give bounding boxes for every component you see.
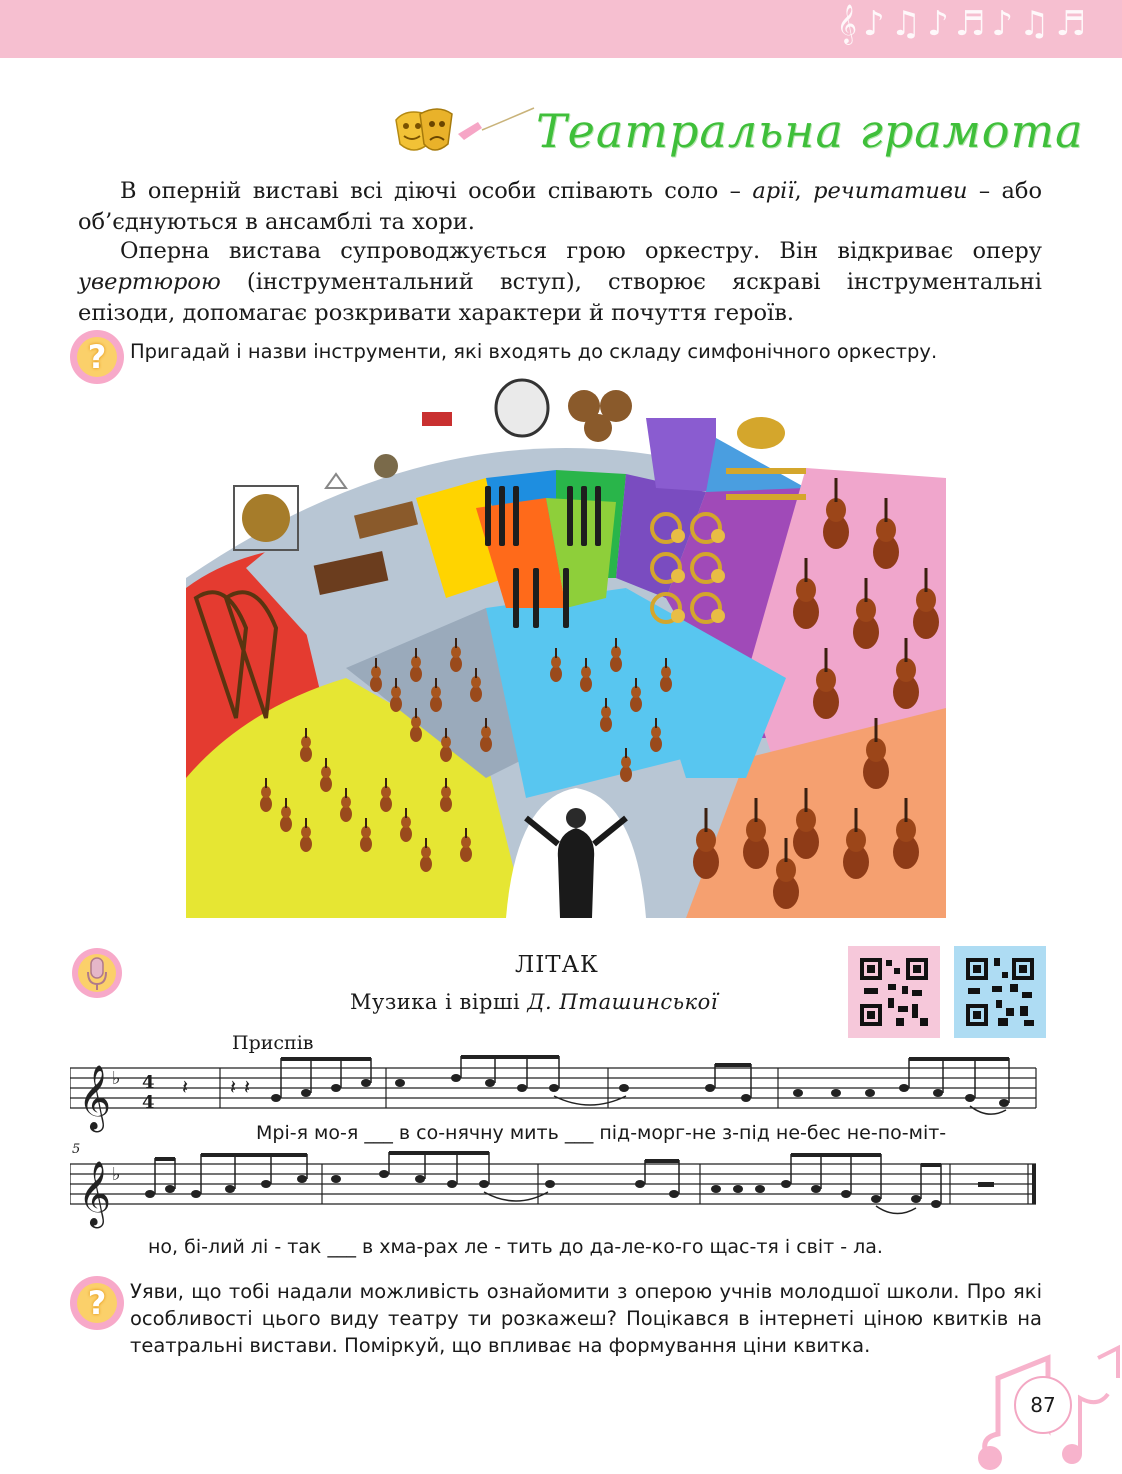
lyrics-line-1: Мрі-я мо-я ___ в со-нячну мить ___ під-морг-не з-під не-бес не-по-міт-: [256, 1122, 947, 1144]
song-subtitle: [350, 990, 718, 1014]
microphone-icon: [72, 948, 122, 998]
time-signature-top: 4: [142, 1072, 155, 1093]
text-run: ,: [794, 178, 814, 204]
music-notes-decoration-icon: 𝄞♪♫♪♬♪♫♬: [836, 4, 1092, 44]
refrain-label: Приспів: [232, 1032, 314, 1054]
text-run: (інструментальний вступ), створює яскраві інструментальні епізоди, допомагає розкривати характери й почуття героїв.: [78, 269, 1042, 326]
qr-code-minus-icon[interactable]: [954, 946, 1046, 1038]
text-run: Оперна вистава супроводжується грою оркестру. Він відкриває оперу: [120, 238, 1042, 264]
qr-code-audio-icon[interactable]: [848, 946, 940, 1038]
top-decorative-band: [0, 0, 1122, 58]
orchestra-seating-illustration: [186, 378, 946, 918]
song-title: ЛІТАК: [515, 952, 599, 978]
song-credit: Музика і вірші: [350, 990, 528, 1014]
term-arias: арії: [752, 178, 795, 204]
term-recitatives: речитативи: [813, 178, 968, 204]
page-number: 87: [1014, 1376, 1072, 1434]
question-icon: ?: [70, 330, 124, 384]
term-overture: увертюрою: [78, 269, 221, 295]
svg-text:𝄞: 𝄞: [78, 1065, 112, 1130]
svg-text:𝄽: 𝄽: [230, 1075, 237, 1099]
section-title: Театральна грамота: [536, 104, 1084, 158]
music-staff-line-2: [70, 1150, 1040, 1230]
svg-text:𝄽: 𝄽: [244, 1075, 251, 1099]
question-opera-presentation: Уяви, що тобі надали можливість ознайомити з оперою учнів молодшої школи. Про які особливості цього виду театру ти розкажеш? Поцікався в інтернеті ціною квитків на театральні вистави. Поміркуй, що впливає на формування ціни квитка.: [130, 1280, 1042, 1357]
measure-number: 5: [72, 1142, 81, 1157]
lyrics-line-2: но, бі-лий лі - так ___ в хма-рах ле - тить до да-ле-ко-го щас-тя і світ - ла.: [148, 1236, 883, 1258]
text-run: В оперній виставі всі діючі особи співають соло –: [120, 178, 753, 204]
theatre-masks-icon: [386, 100, 536, 160]
text-run: – або об’єднуються в ансамблі та хори.: [78, 178, 1042, 235]
svg-text:♭: ♭: [112, 1068, 121, 1089]
question-icon: ?: [70, 1276, 124, 1330]
question-instruments: Пригадай і назви інструменти, які входять до складу симфонічного оркестру.: [130, 340, 938, 363]
paragraph-orchestra: [78, 236, 1042, 329]
svg-text:𝄞: 𝄞: [78, 1161, 112, 1226]
svg-text:♭: ♭: [112, 1164, 121, 1185]
time-signature-bottom: 4: [142, 1092, 155, 1113]
svg-text:𝄽: 𝄽: [182, 1075, 189, 1099]
paragraph-opera-solo: [78, 176, 1042, 238]
song-author: Д. Пташинської: [527, 990, 718, 1014]
